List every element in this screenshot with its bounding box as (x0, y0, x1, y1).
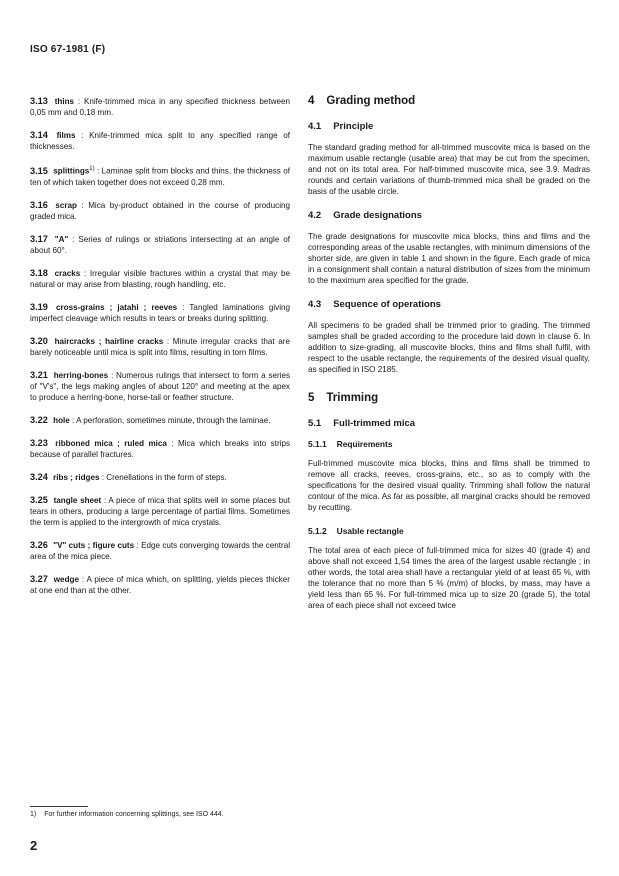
definition-number: 3.21 (30, 369, 48, 380)
definition-text: Knife-trimmed mica split to any specified range of thicknesses. (30, 131, 291, 151)
definition-text: Crenellations in the form of steps. (106, 472, 227, 482)
definition-separator: : (76, 200, 89, 210)
definition-term: ribboned mica ; ruled mica (55, 438, 167, 448)
definition-text: Mica which breaks into strips because of parallel fractures. (30, 438, 290, 459)
subsection-title: Usable rectangle (336, 526, 404, 536)
definition-3-24 (30, 472, 290, 483)
subsection-number: 5.1.1 (308, 439, 327, 449)
definition-separator: : (134, 540, 142, 550)
footnote-mark: 1) (30, 811, 37, 818)
definition-3-26 (30, 540, 290, 562)
definition-3-16 (30, 200, 290, 222)
definition-number: 3.22 (30, 414, 48, 425)
page-number: 2 (30, 838, 38, 853)
definition-separator: : (101, 495, 109, 505)
section-number: 5 (308, 392, 315, 404)
footnote-divider (30, 806, 88, 807)
subsection-title: Principle (333, 121, 374, 132)
definition-text: Series of rulings or striations intersecting at an angle of about 60°. (30, 234, 290, 255)
definition-3-14 (30, 130, 290, 152)
definition-term: scrap (55, 200, 77, 210)
document-header: ISO 67-1981 (F) (30, 44, 106, 55)
definition-text: Irregular visible fractures within a crystal that may be natural or may arise from blasting, rough handling, etc. (30, 268, 291, 289)
definition-separator: : (75, 131, 90, 140)
definition-3-25 (30, 495, 290, 528)
definition-number: 3.14 (30, 130, 48, 140)
subsection-number: 4.3 (308, 299, 322, 310)
definition-term: cracks (54, 268, 81, 278)
definition-number: 3.27 (30, 573, 48, 584)
definition-number: 3.17 (30, 233, 48, 244)
definition-text: A piece of mica which, on splitting, yields pieces thicker at one end than at the other. (30, 574, 290, 595)
definition-3-15 (30, 164, 290, 188)
paragraph-4-3: All specimens to be graded shall be trimmed prior to grading. The trimmed samples shall be graded according to the procedure laid down in clause 6. In addition to size-grading, all muscovite blocks, thins and films shall fulfil, with respect to the usable rectangle, the requirements of the desired visual quality, as specified in ISO 2185. (308, 321, 590, 374)
definition-separator: : (69, 415, 77, 425)
definition-text: Edge cuts converging towards the central area of the mica piece. (30, 540, 291, 561)
definition-text: Minute irregular cracks that are barely noticeable until mica is split into films, resulting in torn films. (30, 336, 291, 357)
definition-separator: : (78, 574, 87, 584)
definition-number: 3.15 (30, 165, 48, 176)
definition-term: wedge (53, 574, 79, 584)
definition-text: A perforation, sometimes minute, through the laminae. (76, 415, 271, 425)
definition-term: tangle sheet (53, 495, 102, 505)
definition-number: 3.26 (30, 539, 48, 550)
definition-text: A piece of mica that splits well in some places but tears in others, producing a large percentage of partial films. Sometimes the term is applied to the intergrowth of mica crystals. (30, 495, 291, 527)
section-heading-4 (308, 96, 590, 107)
paragraph-5-1-1: Full-trimmed muscovite mica blocks, thins and films shall be trimmed to remove all cracks, reeves, cross-grains, etc., so as to comply with the specifications for the desired visual quality. Trimming shall follow the natural contour of the mica. As far as possible, all marginal cracks should be removed by recutting. (308, 459, 590, 512)
definition-term: ribs ; ridges (53, 472, 100, 482)
subsection-heading-5-1-2 (308, 526, 590, 537)
footnote (30, 811, 224, 818)
grading-column (308, 96, 590, 624)
definition-term: "A" (54, 234, 69, 244)
definition-separator: : (177, 302, 190, 312)
section-heading-5 (308, 393, 590, 404)
subsection-heading-5-1 (308, 418, 590, 429)
definition-separator: : (68, 234, 79, 244)
subsection-title: Sequence of operations (333, 299, 441, 310)
definition-number: 3.23 (30, 437, 48, 448)
definition-3-17 (30, 234, 290, 256)
subsection-number: 5.1 (308, 418, 322, 429)
subsection-heading-4-3 (308, 299, 590, 310)
definition-number: 3.20 (30, 335, 48, 346)
definition-text: Tangled laminations giving imperfect cleavage which results in tears or breaks during splitting. (30, 302, 291, 323)
subsection-title: Full-trimmed mica (333, 418, 416, 429)
subsection-number: 4.2 (308, 210, 322, 221)
definition-separator: : (99, 472, 107, 482)
definition-separator: : (163, 336, 173, 346)
definition-3-18 (30, 268, 290, 290)
definition-number: 3.19 (30, 301, 48, 312)
footnote-reference: 1) (89, 166, 95, 172)
subsection-number: 4.1 (308, 121, 322, 132)
definition-term: haircracks ; hairline cracks (54, 336, 164, 346)
definition-3-20 (30, 336, 290, 358)
definition-number: 3.24 (30, 471, 48, 482)
section-title: Trimming (326, 392, 379, 404)
definition-term: cross-grains ; jatahi ; reeves (55, 302, 178, 312)
definition-number: 3.18 (30, 267, 48, 278)
definition-term: splittings (53, 166, 90, 176)
paragraph-5-1-2: The total area of each piece of full-trimmed mica for sizes 40 (grade 4) and above shall not exceed 1,54 times the area of the largest usable rectangle ; in other words, the total area shall have a rectangular yield of at least 65 %, with the tolerance that no more than 5 % (m/m) of blocks, by mass, may have a yield less than 65 %. For full-trimmed mica up to size 20 (grade 5), the total area of each piece shall not exceed twice (308, 546, 590, 610)
subsection-title: Grade designations (333, 210, 422, 221)
definition-3-19 (30, 302, 290, 324)
section-title: Grading method (326, 95, 416, 107)
definition-text: Numerous rulings that intersect to form a series of "V's", the legs making angles of about 120° and meeting at the apex to produce a herring-bone, horse-tail or feather structure. (30, 370, 291, 402)
definition-3-23 (30, 438, 290, 460)
subsection-heading-4-2 (308, 210, 590, 221)
definition-3-22 (30, 415, 290, 426)
definition-term: hole (53, 415, 70, 425)
definition-term: thins (54, 97, 75, 106)
section-number: 4 (308, 95, 315, 107)
definition-3-21 (30, 370, 290, 403)
definition-separator: : (166, 438, 178, 448)
definition-number: 3.16 (30, 199, 48, 210)
subsection-title: Requirements (336, 439, 393, 449)
definition-separator: : (94, 166, 102, 176)
definition-3-27 (30, 574, 290, 596)
subsection-heading-4-1 (308, 121, 590, 132)
paragraph-4-2: The grade designations for muscovite mica blocks, thins and films and the corresponding areas of the usable rectangles, with minimum dimensions of the shorter side, are given in table 1 and shown in the figure. Each grade of mica in a consignment shall contain a natural distribution of sizes from the minimum to the maximum area specified for the grade. (308, 232, 590, 285)
definition-text: Laminae split from blocks and thins, the thickness of ten of which taken together does not exceed 0,28 mm. (30, 166, 291, 187)
definition-separator: : (74, 97, 84, 106)
definition-text: Mica by-product obtained in the course of producing graded mica. (30, 200, 291, 221)
definition-number: 3.13 (30, 96, 48, 106)
definition-term: "V" cuts ; figure cuts (53, 540, 135, 550)
definition-separator: : (108, 370, 117, 380)
definition-term: herring-bones (53, 370, 109, 380)
definitions-column (30, 96, 290, 608)
definition-separator: : (80, 268, 90, 278)
footnote-text: For further information concerning splittings, see ISO 444. (44, 811, 224, 818)
definition-3-13 (30, 96, 290, 118)
definition-text: Knife-trimmed mica in any specified thickness between 0,05 mm and 0,18 mm. (30, 97, 291, 117)
definition-term: films (56, 131, 76, 140)
definition-number: 3.25 (30, 494, 48, 505)
subsection-number: 5.1.2 (308, 526, 327, 536)
paragraph-4-1: The standard grading method for all-trimmed muscovite mica is based on the maximum usable rectangle (usable area) that may be cut from the specimen, and not on its total area. For half-trimmed muscovite mica, see 3.9. Madras rounds and certain variations of thumb-trimmed mica shall be graded on the basis of the usable circle. (308, 143, 590, 196)
subsection-heading-5-1-1 (308, 439, 590, 450)
